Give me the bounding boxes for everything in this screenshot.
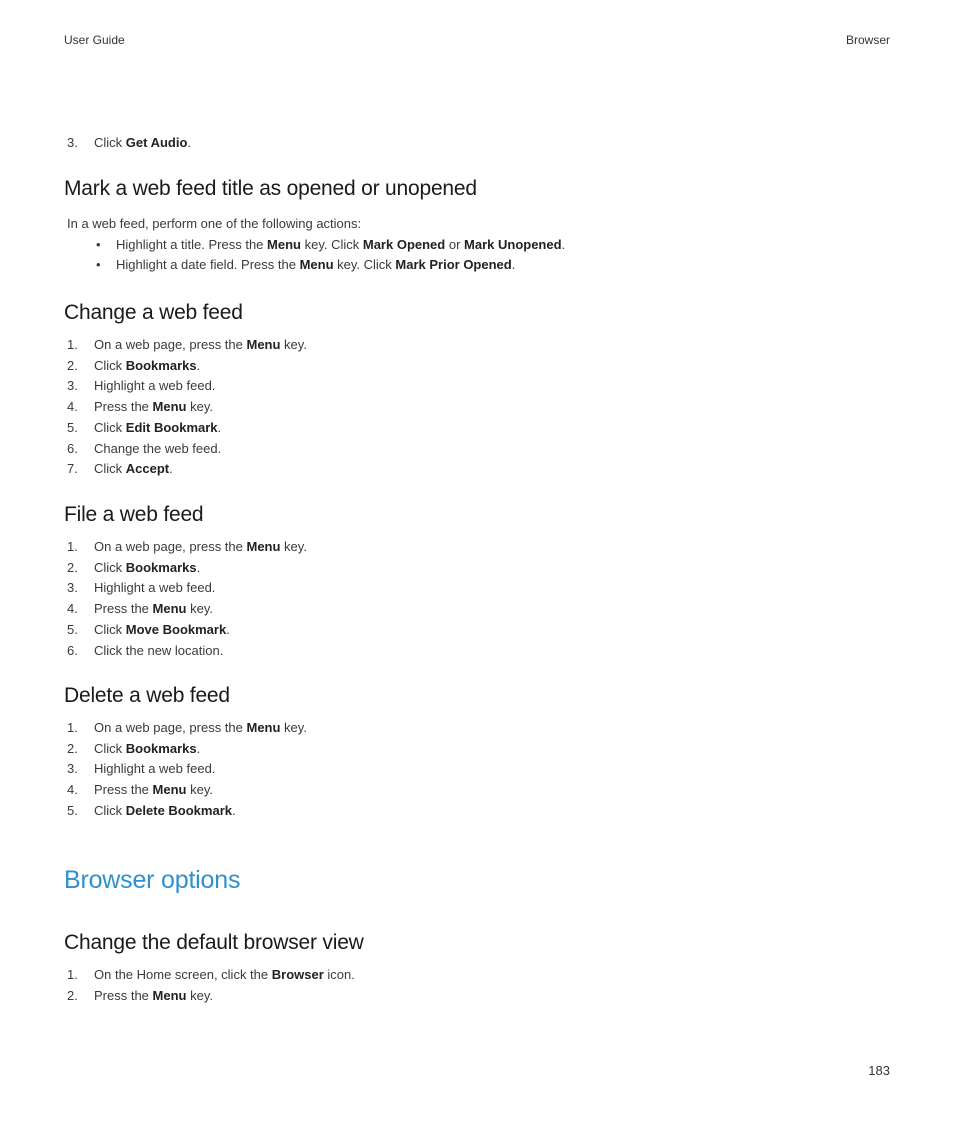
- step-number: 4.: [67, 782, 78, 797]
- step-text: Press the Menu key.: [94, 988, 213, 1003]
- running-header-left: User Guide: [64, 33, 125, 47]
- step-text: Click Accept.: [94, 461, 173, 476]
- step-number: 1.: [67, 967, 78, 982]
- step-text: Highlight a web feed.: [94, 580, 216, 595]
- step-text: Click the new location.: [94, 643, 224, 658]
- step-number: 4.: [67, 601, 78, 616]
- step-text: On a web page, press the Menu key.: [94, 539, 307, 554]
- step-text: Click Bookmarks.: [94, 741, 201, 756]
- running-header-right: Browser: [845, 33, 890, 47]
- step-text: Click Bookmarks.: [94, 560, 201, 575]
- section-heading-change-feed: Change a web feed: [64, 301, 243, 324]
- step-number: 1.: [67, 539, 78, 554]
- step-number: 3.: [67, 580, 78, 595]
- step-number: 2.: [67, 988, 78, 1003]
- step-number: 4.: [67, 399, 78, 414]
- step-text: Press the Menu key.: [94, 399, 213, 414]
- step-number: 6.: [67, 441, 78, 456]
- step-text: Highlight a web feed.: [94, 378, 216, 393]
- section-heading-delete-feed: Delete a web feed: [64, 684, 230, 707]
- step-text: Highlight a web feed.: [94, 761, 216, 776]
- step-number: 5.: [67, 803, 78, 818]
- step-text: Press the Menu key.: [94, 782, 213, 797]
- step-number: 1.: [67, 720, 78, 735]
- step-text: On a web page, press the Menu key.: [94, 720, 307, 735]
- step-number: 6.: [67, 643, 78, 658]
- step-text: Change the web feed.: [94, 441, 222, 456]
- step-number: 1.: [67, 337, 78, 352]
- step-number: 5.: [67, 420, 78, 435]
- bullet: •: [96, 257, 101, 272]
- page-number: 183: [868, 1063, 890, 1078]
- step-text: On a web page, press the Menu key.: [94, 337, 307, 352]
- step-number: 7.: [67, 461, 78, 476]
- step-text: Click Get Audio.: [94, 135, 192, 150]
- step-number: 5.: [67, 622, 78, 637]
- section-heading-mark-feed: Mark a web feed title as opened or unopened: [64, 177, 477, 200]
- step-text: On the Home screen, click the Browser icon.: [94, 967, 355, 982]
- step-number: 2.: [67, 741, 78, 756]
- bullet: •: [96, 237, 101, 252]
- step-text: Click Delete Bookmark.: [94, 803, 236, 818]
- step-number: 2.: [67, 358, 78, 373]
- step-number: 3.: [67, 378, 78, 393]
- section-heading-file-feed: File a web feed: [64, 503, 204, 526]
- bullet-text: Highlight a title. Press the Menu key. Click Mark Opened or Mark Unopened.: [116, 237, 566, 252]
- bullet-text: Highlight a date field. Press the Menu key. Click Mark Prior Opened.: [116, 257, 516, 272]
- intro-text: In a web feed, perform one of the following actions:: [67, 216, 362, 231]
- chapter-heading: Browser options: [64, 866, 241, 894]
- step-number: 3.: [67, 135, 78, 150]
- step-number: 3.: [67, 761, 78, 776]
- step-number: 2.: [67, 560, 78, 575]
- step-text: Click Bookmarks.: [94, 358, 201, 373]
- step-text: Press the Menu key.: [94, 601, 213, 616]
- section-heading-default-view: Change the default browser view: [64, 931, 364, 954]
- step-text: Click Move Bookmark.: [94, 622, 230, 637]
- step-text: Click Edit Bookmark.: [94, 420, 222, 435]
